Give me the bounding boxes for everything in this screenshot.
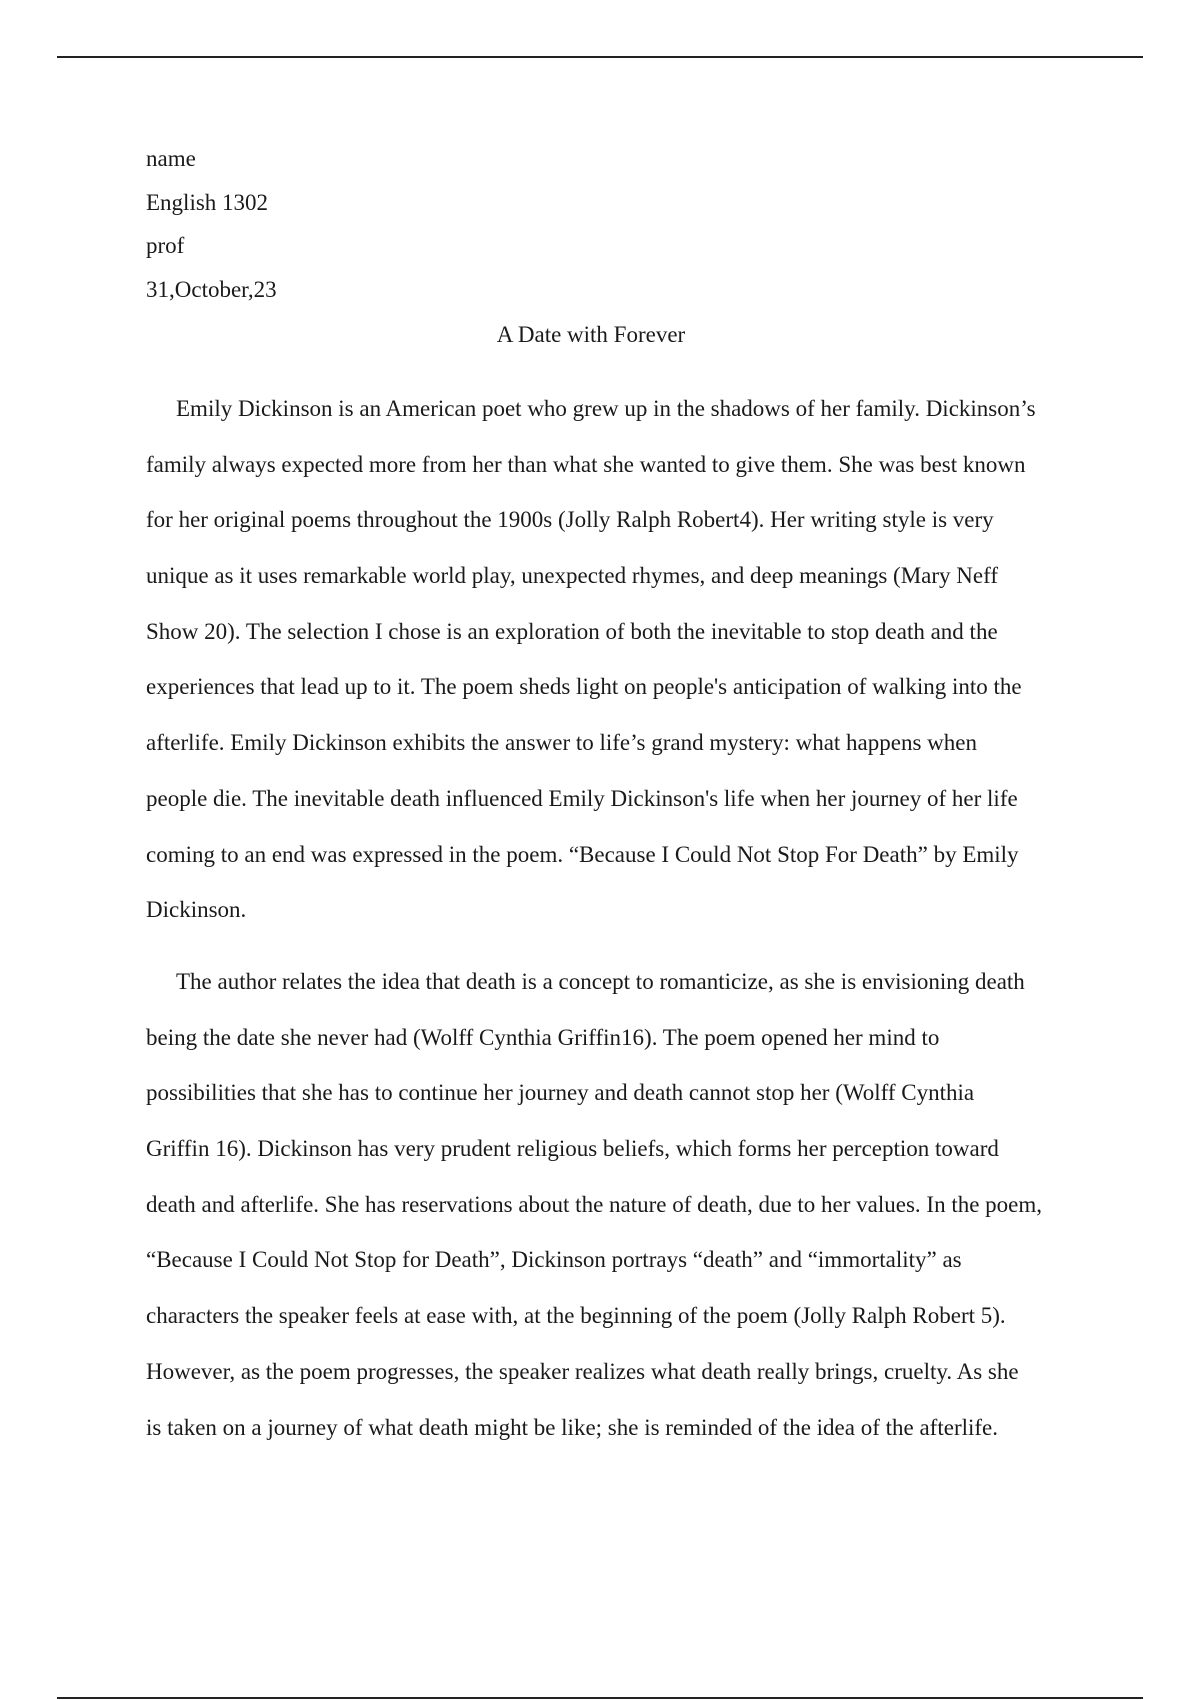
- course-name: English 1302: [146, 190, 269, 215]
- paragraph-2: [146, 967, 1106, 1468]
- paragraph-1: [146, 394, 1106, 951]
- student-name: name: [146, 146, 196, 171]
- essay-title: A Date with Forever: [496, 322, 686, 347]
- paragraph-line: Emily Dickinson is an American poet who grew up in the shadows of her family. Dickinson’s: [176, 396, 1036, 421]
- paragraph-line: possibilities that she has to continue her journey and death cannot stop her (Wolff Cynthia: [146, 1080, 975, 1106]
- professor-name: prof: [146, 233, 185, 258]
- paragraph-line: being the date she never had (Wolff Cynthia Griffin16). The poem opened her mind to: [146, 1024, 940, 1050]
- paragraph-line: The author relates the idea that death is a concept to romanticize, as she is envisioning death: [176, 969, 1025, 994]
- paragraph-line: for her original poems throughout the 1900s (Jolly Ralph Robert4). Her writing style is very: [146, 507, 994, 533]
- paragraph-line: characters the speaker feels at ease with, at the beginning of the poem (Jolly Ralph Robert 5).: [146, 1303, 1006, 1329]
- document-date: 31,October,23: [146, 277, 277, 302]
- paragraph-line: is taken on a journey of what death might be like; she is reminded of the idea of the afterlife.: [146, 1414, 998, 1440]
- paragraph-line: However, as the poem progresses, the speaker realizes what death really brings, cruelty. As she: [146, 1358, 1019, 1384]
- paragraph-line: coming to an end was expressed in the poem. “Because I Could Not Stop For Death” by Emily: [146, 841, 1019, 867]
- paragraph-line: death and afterlife. She has reservations about the nature of death, due to her values. In the poem,: [146, 1191, 1043, 1217]
- paragraph-line: experiences that lead up to it. The poem sheds light on people's anticipation of walking into the: [146, 674, 1022, 700]
- paragraph-line: unique as it uses remarkable world play, unexpected rhymes, and deep meanings (Mary Neff: [146, 563, 998, 589]
- paragraph-line: Griffin 16). Dickinson has very prudent religious beliefs, which forms her perception toward: [146, 1136, 999, 1162]
- paragraph-line: people die. The inevitable death influenced Emily Dickinson's life when her journey of her life: [146, 785, 1018, 811]
- top-rule: [57, 56, 1143, 58]
- paragraph-line: “Because I Could Not Stop for Death”, Dickinson portrays “death” and “immortality” as: [146, 1247, 962, 1273]
- paragraph-line: Show 20). The selection I chose is an exploration of both the inevitable to stop death and the: [146, 618, 998, 644]
- paragraph-line: afterlife. Emily Dickinson exhibits the answer to life’s grand mystery: what happens when: [146, 730, 977, 756]
- bottom-rule: [57, 1697, 1143, 1699]
- paragraph-line: Dickinson.: [146, 897, 247, 923]
- paragraph-line: family always expected more from her than what she wanted to give them. She was best known: [146, 451, 1026, 477]
